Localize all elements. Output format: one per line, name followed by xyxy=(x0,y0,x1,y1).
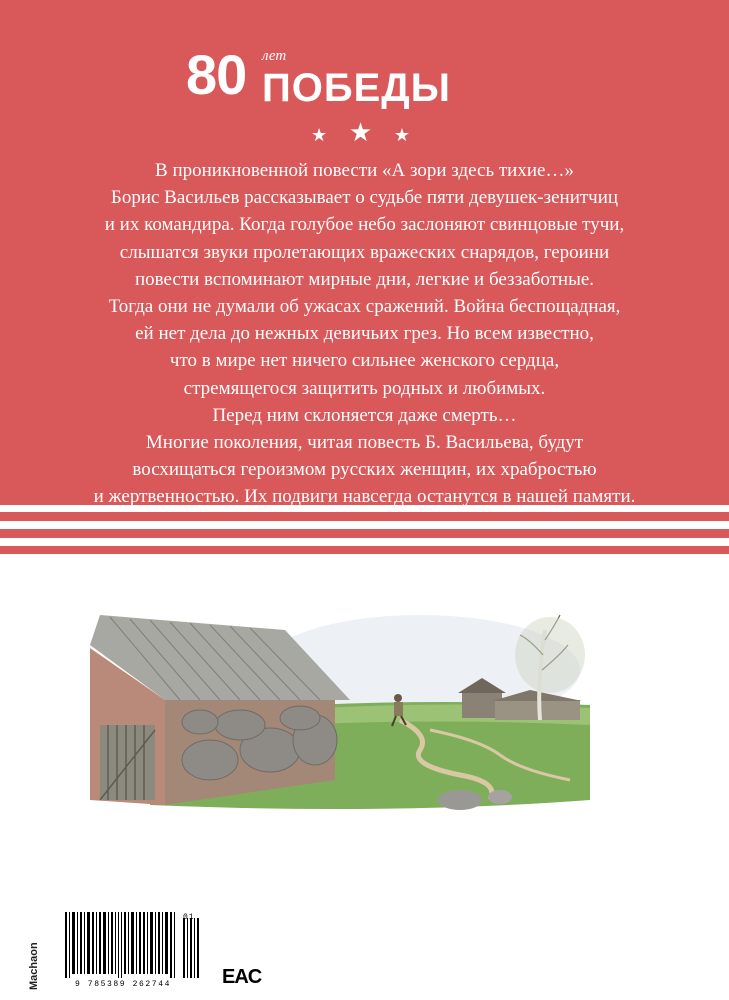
book-blurb xyxy=(60,157,669,511)
red-stripe xyxy=(0,512,729,521)
barcode-addon-digits: 01 xyxy=(183,913,195,922)
isbn-barcode xyxy=(55,912,200,992)
stars-row xyxy=(0,118,729,148)
blurb-line: и жертвенностью. Их подвиги навсегда останутся в нашей памяти. xyxy=(93,486,636,508)
blurb-line: Тогда они не думали об ужасах сражений. Война беспощадная, xyxy=(108,296,621,318)
eac-certification-mark: EAC xyxy=(222,966,262,988)
blurb-line: повести вспоминают мирные дни, легкие и беззаботные. xyxy=(134,268,595,290)
red-stripe xyxy=(0,529,729,538)
logo-superscript: лет xyxy=(262,48,287,64)
star-icon: ★ xyxy=(348,118,381,148)
star-icon: ★ xyxy=(310,125,336,146)
blurb-line: стремящегося защитить родных и любимых. xyxy=(183,377,546,399)
watercolor-village-barn-scene-icon xyxy=(90,600,590,820)
blurb-line: слышатся звуки пролетающих вражеских снарядов, героини xyxy=(119,241,610,263)
star-icon: ★ xyxy=(393,125,419,146)
logo-word: ПОБЕДЫ xyxy=(262,66,451,110)
blurb-line: восхищаться героизмом русских женщин, их храбростью xyxy=(132,459,597,481)
isbn-digits: 9 785389 262744 xyxy=(75,980,172,989)
red-stripe xyxy=(0,546,729,554)
blurb-line: Многие поколения, читая повесть Б. Васильева, будут xyxy=(145,432,584,454)
blurb-line: ей нет дела до нежных девичьих грез. Но всем известно, xyxy=(135,323,594,345)
blurb-line: что в мире нет ничего сильнее женского сердца, xyxy=(169,350,560,372)
blurb-line: В проникновенной повести «А зори здесь тихие…» xyxy=(155,160,574,181)
blurb-line: и их командира. Когда голубое небо заслоняют свинцовые тучи, xyxy=(104,214,625,236)
publisher-logo: Machaon xyxy=(28,942,40,990)
logo-number: 80 xyxy=(186,43,247,106)
victory-80-logo xyxy=(0,40,729,110)
blurb-line: Перед ним склоняется даже смерть… xyxy=(212,404,517,426)
blurb-line: Борис Васильев рассказывает о судьбе пяти девушек-зенитчиц xyxy=(110,187,619,209)
